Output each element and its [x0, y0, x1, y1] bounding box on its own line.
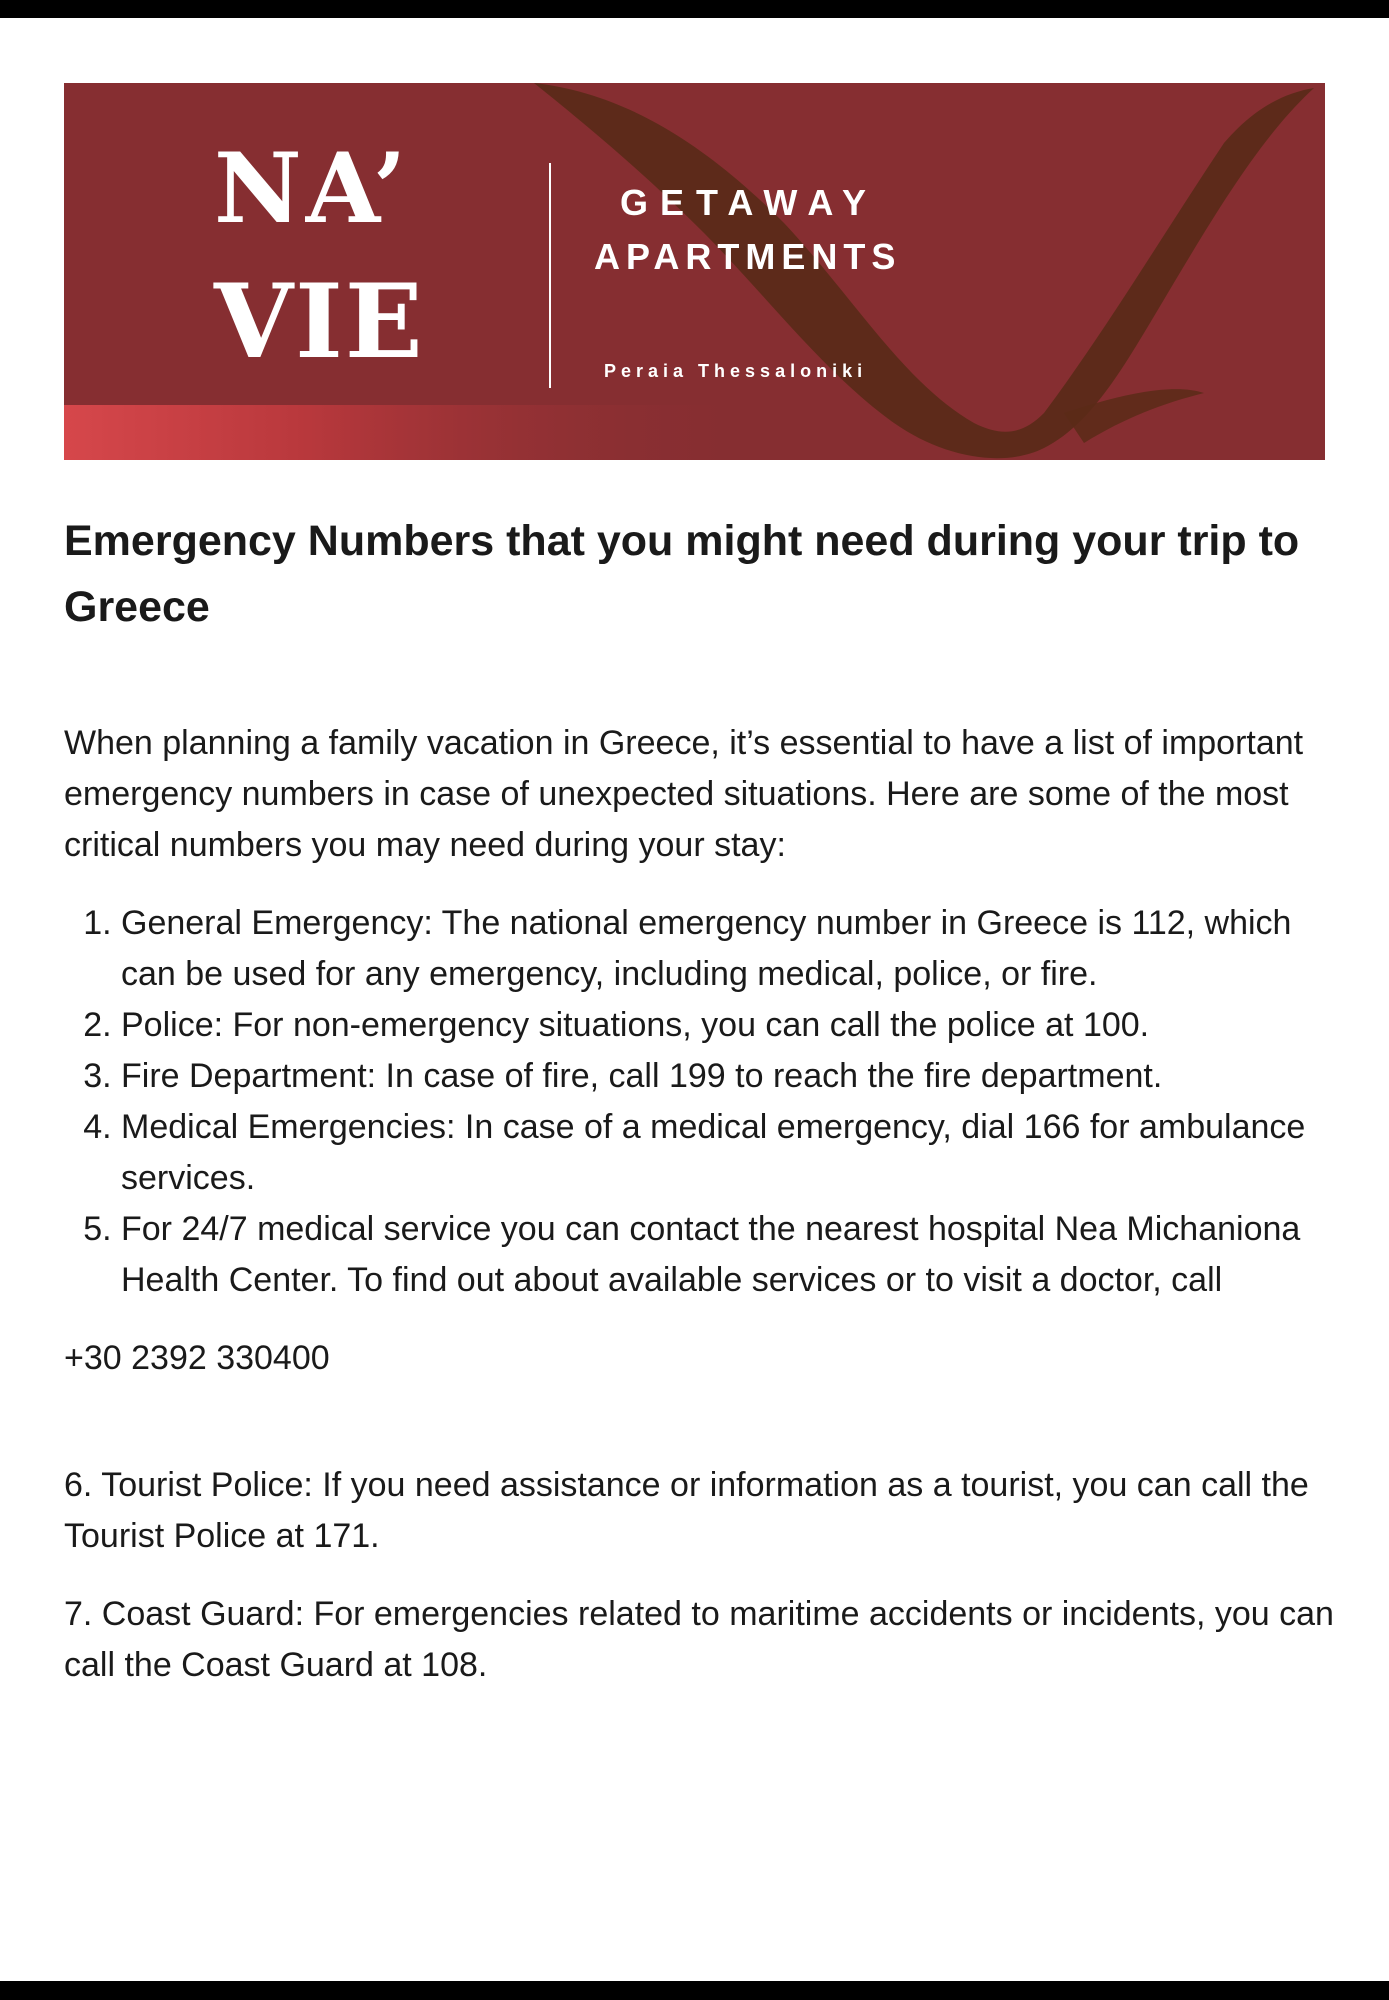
brand-location: Peraia Thessaloniki: [604, 361, 868, 381]
brand-line-getaway: GETAWAY: [620, 182, 879, 223]
brand-line-apartments: APARTMENTS: [594, 236, 902, 277]
page-title: Emergency Numbers that you might need during your trip to Greece: [64, 517, 1300, 631]
coast-guard-item: 7. Coast Guard: For emergencies related to maritime accidents or incidents, you can call the Coast Guard at 108.: [64, 1595, 1334, 1684]
document-body: [64, 718, 1334, 1691]
banner-glow: [64, 405, 764, 460]
logo-divider: [549, 163, 551, 388]
logo-top: NA’: [214, 132, 411, 245]
emergency-list: [64, 898, 1334, 1306]
intro-paragraph: When planning a family vacation in Greece, it’s essential to have a list of important emergency numbers in case of unexpected situations. Here are some of the most critical numbers you may need during your stay:: [64, 724, 1304, 864]
document-page: [0, 18, 1389, 1981]
list-item: 3. Fire Department: In case of fire, call 199 to reach the fire department.: [121, 1051, 1334, 1102]
header-banner: [64, 83, 1325, 460]
list-item: 2. Police: For non-emergency situations, you can call the police at 100.: [121, 1000, 1334, 1051]
list-item: 5. For 24/7 medical service you can contact the nearest hospital Nea Michaniona Health Center. To find out about available services or to visit a doctor, call: [121, 1204, 1334, 1306]
list-item: 4. Medical Emergencies: In case of a medical emergency, dial 166 for ambulance services.: [121, 1102, 1334, 1204]
hospital-phone-number: +30 2392 330400: [64, 1339, 330, 1377]
logo-bottom: VIE: [214, 262, 425, 382]
tourist-police-item: 6. Tourist Police: If you need assistance or information as a tourist, you can call the Tourist Police at 171.: [64, 1466, 1309, 1555]
list-item: 1. General Emergency: The national emergency number in Greece is 112, which can be used for any emergency, including medical, police, or fire.: [121, 898, 1334, 1000]
